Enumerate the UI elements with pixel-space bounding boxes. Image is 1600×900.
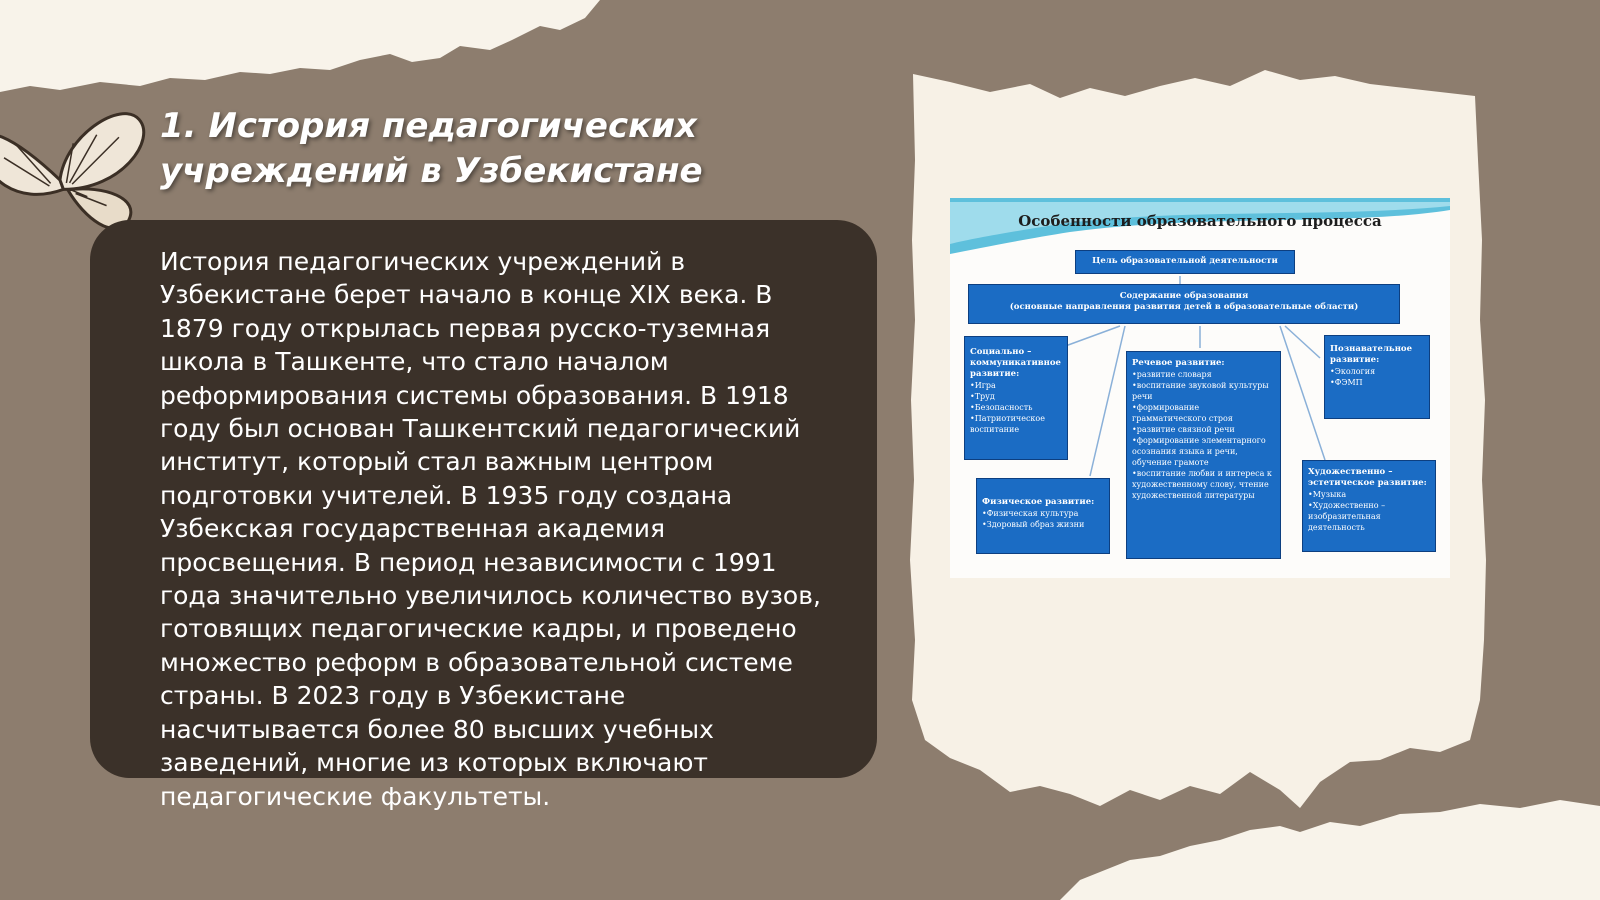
goal-label: Цель образовательной деятельности [1092,256,1278,266]
art-box [1302,460,1436,552]
slide-title: 1. История педагогических учреждений в Узбекистане [160,106,703,191]
education-process-diagram [950,198,1450,578]
bottom-paper-strip [1060,800,1600,900]
top-paper-strip [0,0,600,92]
diagram-title: Особенности образовательного процесса [1018,212,1382,230]
goal-box [1075,250,1295,274]
cognitive-heading: Познавательное развитие: [1330,344,1412,365]
content-box [968,284,1400,324]
cognitive-box [1324,335,1430,419]
art-heading: Художественно – эстетическое развитие: [1308,467,1427,488]
speech-items: •развитие словаря •воспитание звуковой культуры речи •формирование грамматического строя •развитие связной речи •формирование элементарного осознания языка и речи, обучение грамоте •воспитание любви и интереса к художественному слову, чтение художественной литературы [1132,370,1272,500]
social-box [964,336,1068,460]
slide-body-text: История педагогических учреждений в Узбекистане берет начало в конце XIX века. В 1879 году открылась первая русско-туземная школа в Ташкенте, что стало началом реформирования системы образования. В 1918 году был основан Ташкентский педагогический институт, который стал важным центром подготовки учителей. В 1935 году создана Узбекская государственная академия просвещения. В период независимости с 1991 года значительно увеличилось количество вузов, готовящих педагогические кадры, и проведено множество реформ в образовательной системе страны. В 2023 году в Узбекистане насчитывается более 80 высших учебных заведений, многие из которых включают педагогические факультеты. [160,247,821,811]
speech-heading: Речевое развитие: [1132,358,1225,368]
social-heading: Социально – коммуникативное развитие: [970,347,1061,379]
speech-box [1126,351,1281,559]
art-items: •Музыка •Художественно – изобразительная деятельность [1308,490,1386,532]
physical-box [976,478,1110,554]
content-sublabel: (основные направления развития детей в образовательные области) [1009,302,1359,312]
physical-items: •Физическая культура •Здоровый образ жизни [982,509,1085,529]
content-label: Содержание образования [1119,291,1249,301]
social-items: •Игра •Труд •Безопасность •Патриотическое воспитание [970,381,1045,434]
physical-heading: Физическое развитие: [982,497,1095,507]
cognitive-items: •Экология •ФЭМП [1330,367,1376,387]
